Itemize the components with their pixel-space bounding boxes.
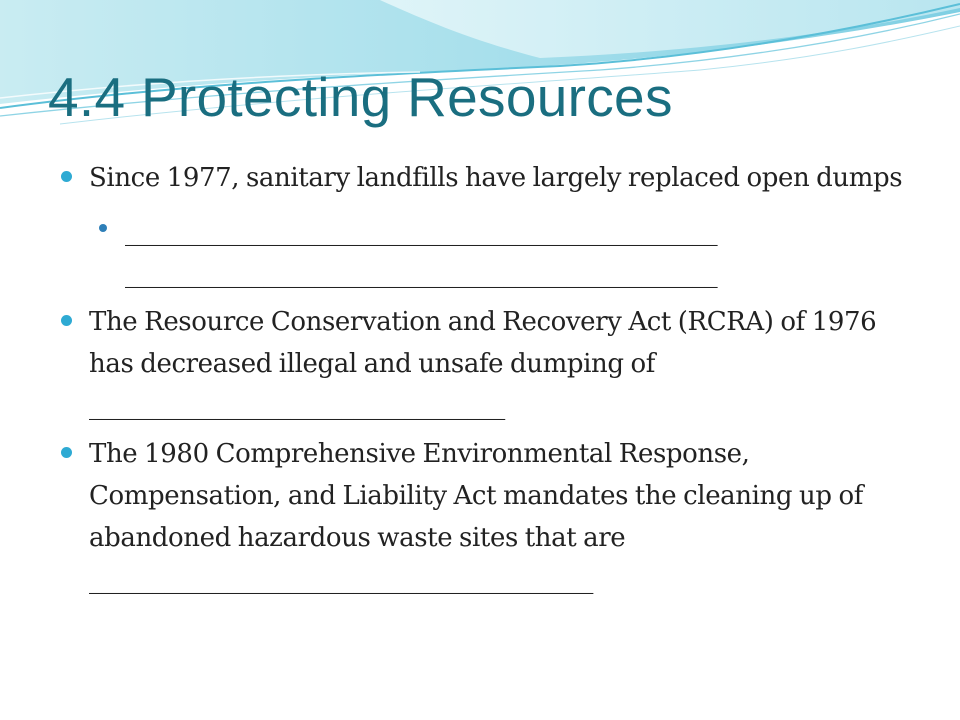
bullet-rcra-text: The Resource Conservation and Recovery Act (RCRA) of 1976 has decreased illegal and unsafe dumping of bbox=[89, 307, 877, 379]
fill-in-blank-rcra: _________________________________ bbox=[89, 391, 505, 421]
sub-bullet-blank bbox=[94, 211, 895, 295]
fill-in-blank-line-2: _______________________________________________ bbox=[125, 259, 718, 289]
bullet-landfills-text: Since 1977, sanitary landfills have largely replaced open dumps bbox=[89, 163, 903, 193]
slide-title: 4.4 Protecting Resources bbox=[48, 66, 673, 128]
bullet-cercla bbox=[58, 433, 918, 601]
fill-in-blank-cercla: ________________________________________ bbox=[89, 565, 594, 595]
bullet-cercla-text: The 1980 Comprehensive Environmental Response, Compensation, and Liability Act mandates the cleaning up of abandoned hazardous waste sites that are bbox=[89, 439, 863, 553]
fill-in-blank-line-1: _______________________________________________ bbox=[125, 217, 718, 247]
bullet-list bbox=[58, 157, 918, 601]
bullet-rcra bbox=[58, 301, 918, 427]
bullet-landfills bbox=[58, 157, 918, 199]
